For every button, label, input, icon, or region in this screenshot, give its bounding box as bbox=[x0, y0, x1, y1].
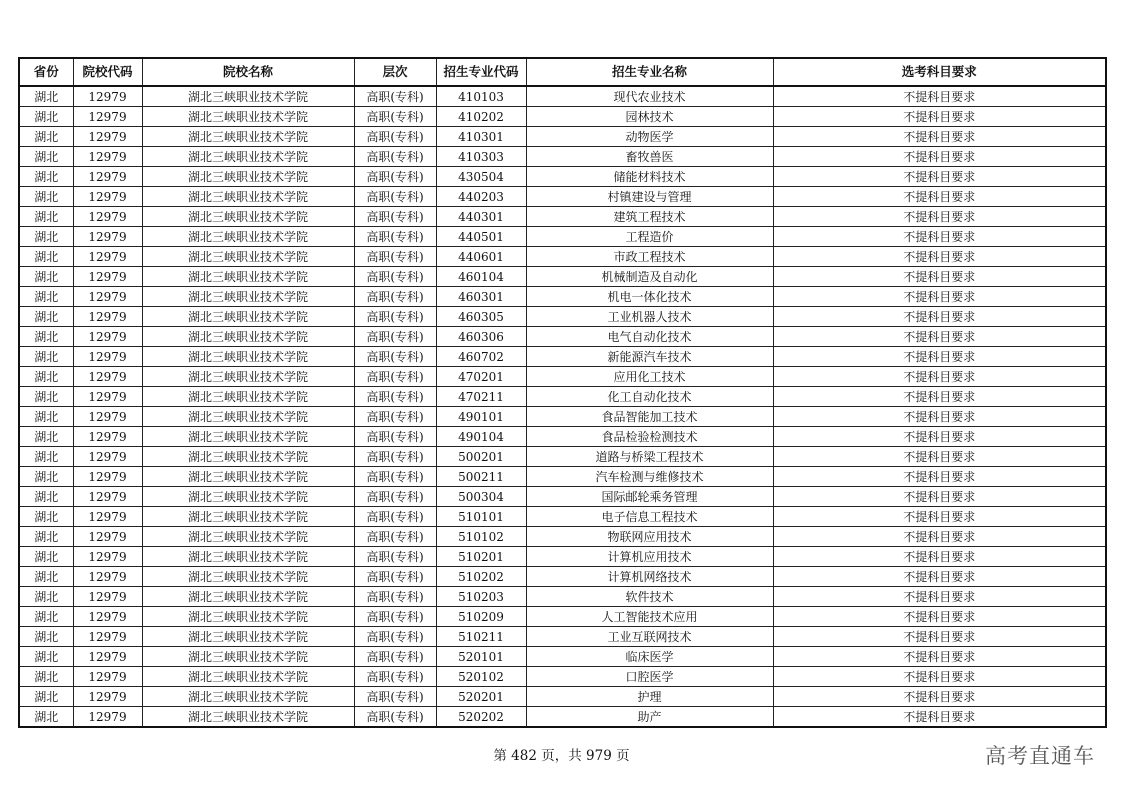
cell-school-name: 湖北三峡职业技术学院 bbox=[142, 587, 354, 607]
cell-level: 高职(专科) bbox=[354, 127, 436, 147]
cell-major-code: 510203 bbox=[436, 587, 526, 607]
cell-major-code: 430504 bbox=[436, 167, 526, 187]
cell-subject-requirement: 不提科目要求 bbox=[773, 147, 1106, 167]
cell-province: 湖北 bbox=[19, 207, 73, 227]
cell-level: 高职(专科) bbox=[354, 447, 436, 467]
cell-province: 湖北 bbox=[19, 307, 73, 327]
cell-province: 湖北 bbox=[19, 467, 73, 487]
cell-subject-requirement: 不提科目要求 bbox=[773, 527, 1106, 547]
cell-subject-requirement: 不提科目要求 bbox=[773, 307, 1106, 327]
cell-subject-requirement: 不提科目要求 bbox=[773, 127, 1106, 147]
cell-school-code: 12979 bbox=[73, 587, 142, 607]
cell-major-name: 食品智能加工技术 bbox=[526, 407, 773, 427]
cell-level: 高职(专科) bbox=[354, 287, 436, 307]
table-row bbox=[19, 86, 1106, 107]
cell-school-code: 12979 bbox=[73, 427, 142, 447]
cell-major-code: 410202 bbox=[436, 107, 526, 127]
cell-school-code: 12979 bbox=[73, 547, 142, 567]
table-row bbox=[19, 567, 1106, 587]
table-row bbox=[19, 507, 1106, 527]
cell-subject-requirement: 不提科目要求 bbox=[773, 227, 1106, 247]
cell-major-name: 工业机器人技术 bbox=[526, 307, 773, 327]
cell-school-name: 湖北三峡职业技术学院 bbox=[142, 267, 354, 287]
table-row bbox=[19, 227, 1106, 247]
cell-major-code: 410103 bbox=[436, 86, 526, 107]
page-number: 第 482 页，共 979 页 bbox=[493, 748, 630, 764]
cell-school-code: 12979 bbox=[73, 187, 142, 207]
cell-major-name: 园林技术 bbox=[526, 107, 773, 127]
cell-school-code: 12979 bbox=[73, 687, 142, 707]
cell-major-name: 应用化工技术 bbox=[526, 367, 773, 387]
cell-major-name: 国际邮轮乘务管理 bbox=[526, 487, 773, 507]
cell-province: 湖北 bbox=[19, 147, 73, 167]
cell-level: 高职(专科) bbox=[354, 347, 436, 367]
cell-school-code: 12979 bbox=[73, 247, 142, 267]
cell-major-code: 440601 bbox=[436, 247, 526, 267]
cell-school-code: 12979 bbox=[73, 267, 142, 287]
cell-subject-requirement: 不提科目要求 bbox=[773, 567, 1106, 587]
cell-school-code: 12979 bbox=[73, 607, 142, 627]
cell-level: 高职(专科) bbox=[354, 587, 436, 607]
cell-major-code: 440501 bbox=[436, 227, 526, 247]
cell-school-name: 湖北三峡职业技术学院 bbox=[142, 207, 354, 227]
cell-province: 湖北 bbox=[19, 227, 73, 247]
cell-subject-requirement: 不提科目要求 bbox=[773, 207, 1106, 227]
table-row bbox=[19, 307, 1106, 327]
header-school-name: 院校名称 bbox=[142, 58, 354, 86]
cell-major-code: 470201 bbox=[436, 367, 526, 387]
cell-level: 高职(专科) bbox=[354, 327, 436, 347]
cell-subject-requirement: 不提科目要求 bbox=[773, 86, 1106, 107]
cell-province: 湖北 bbox=[19, 707, 73, 728]
cell-school-name: 湖北三峡职业技术学院 bbox=[142, 307, 354, 327]
cell-major-name: 口腔医学 bbox=[526, 667, 773, 687]
table-row bbox=[19, 667, 1106, 687]
cell-major-code: 490104 bbox=[436, 427, 526, 447]
cell-major-name: 市政工程技术 bbox=[526, 247, 773, 267]
cell-subject-requirement: 不提科目要求 bbox=[773, 547, 1106, 567]
cell-province: 湖北 bbox=[19, 327, 73, 347]
cell-school-code: 12979 bbox=[73, 127, 142, 147]
cell-level: 高职(专科) bbox=[354, 427, 436, 447]
cell-level: 高职(专科) bbox=[354, 147, 436, 167]
cell-school-code: 12979 bbox=[73, 447, 142, 467]
cell-major-name: 畜牧兽医 bbox=[526, 147, 773, 167]
cell-major-name: 道路与桥梁工程技术 bbox=[526, 447, 773, 467]
cell-subject-requirement: 不提科目要求 bbox=[773, 107, 1106, 127]
cell-subject-requirement: 不提科目要求 bbox=[773, 427, 1106, 447]
table-row bbox=[19, 207, 1106, 227]
cell-major-name: 食品检验检测技术 bbox=[526, 427, 773, 447]
cell-major-name: 护理 bbox=[526, 687, 773, 707]
cell-subject-requirement: 不提科目要求 bbox=[773, 367, 1106, 387]
cell-subject-requirement: 不提科目要求 bbox=[773, 587, 1106, 607]
cell-major-code: 520201 bbox=[436, 687, 526, 707]
cell-major-name: 机电一体化技术 bbox=[526, 287, 773, 307]
table-row bbox=[19, 587, 1106, 607]
cell-school-code: 12979 bbox=[73, 407, 142, 427]
cell-school-code: 12979 bbox=[73, 287, 142, 307]
cell-major-name: 机械制造及自动化 bbox=[526, 267, 773, 287]
table-row bbox=[19, 647, 1106, 667]
cell-school-name: 湖北三峡职业技术学院 bbox=[142, 467, 354, 487]
cell-subject-requirement: 不提科目要求 bbox=[773, 687, 1106, 707]
cell-level: 高职(专科) bbox=[354, 547, 436, 567]
table-row bbox=[19, 267, 1106, 287]
cell-province: 湖北 bbox=[19, 187, 73, 207]
cell-level: 高职(专科) bbox=[354, 667, 436, 687]
cell-school-code: 12979 bbox=[73, 147, 142, 167]
cell-province: 湖北 bbox=[19, 547, 73, 567]
cell-school-name: 湖北三峡职业技术学院 bbox=[142, 627, 354, 647]
cell-major-name: 临床医学 bbox=[526, 647, 773, 667]
cell-school-code: 12979 bbox=[73, 327, 142, 347]
cell-school-name: 湖北三峡职业技术学院 bbox=[142, 367, 354, 387]
header-level: 层次 bbox=[354, 58, 436, 86]
cell-major-name: 动物医学 bbox=[526, 127, 773, 147]
cell-level: 高职(专科) bbox=[354, 227, 436, 247]
cell-school-name: 湖北三峡职业技术学院 bbox=[142, 707, 354, 728]
cell-school-name: 湖北三峡职业技术学院 bbox=[142, 107, 354, 127]
cell-level: 高职(专科) bbox=[354, 247, 436, 267]
cell-subject-requirement: 不提科目要求 bbox=[773, 607, 1106, 627]
cell-major-code: 510209 bbox=[436, 607, 526, 627]
cell-major-code: 410303 bbox=[436, 147, 526, 167]
table-row bbox=[19, 107, 1106, 127]
cell-province: 湖北 bbox=[19, 567, 73, 587]
cell-level: 高职(专科) bbox=[354, 567, 436, 587]
table-row bbox=[19, 147, 1106, 167]
header-major-code: 招生专业代码 bbox=[436, 58, 526, 86]
cell-major-code: 500211 bbox=[436, 467, 526, 487]
table-row bbox=[19, 247, 1106, 267]
header-subject-requirement: 选考科目要求 bbox=[773, 58, 1106, 86]
cell-subject-requirement: 不提科目要求 bbox=[773, 467, 1106, 487]
cell-subject-requirement: 不提科目要求 bbox=[773, 187, 1106, 207]
cell-school-code: 12979 bbox=[73, 367, 142, 387]
table-row bbox=[19, 287, 1106, 307]
cell-major-name: 计算机应用技术 bbox=[526, 547, 773, 567]
cell-school-name: 湖北三峡职业技术学院 bbox=[142, 667, 354, 687]
cell-major-code: 460104 bbox=[436, 267, 526, 287]
cell-subject-requirement: 不提科目要求 bbox=[773, 407, 1106, 427]
cell-level: 高职(专科) bbox=[354, 527, 436, 547]
cell-school-name: 湖北三峡职业技术学院 bbox=[142, 567, 354, 587]
cell-level: 高职(专科) bbox=[354, 307, 436, 327]
cell-major-name: 物联网应用技术 bbox=[526, 527, 773, 547]
cell-major-code: 460305 bbox=[436, 307, 526, 327]
cell-province: 湖北 bbox=[19, 247, 73, 267]
cell-school-name: 湖北三峡职业技术学院 bbox=[142, 407, 354, 427]
cell-school-name: 湖北三峡职业技术学院 bbox=[142, 327, 354, 347]
table-row bbox=[19, 467, 1106, 487]
header-major-name: 招生专业名称 bbox=[526, 58, 773, 86]
cell-level: 高职(专科) bbox=[354, 207, 436, 227]
cell-level: 高职(专科) bbox=[354, 367, 436, 387]
table-row bbox=[19, 327, 1106, 347]
cell-major-name: 电子信息工程技术 bbox=[526, 507, 773, 527]
table-row bbox=[19, 447, 1106, 467]
cell-province: 湖北 bbox=[19, 427, 73, 447]
cell-major-code: 500304 bbox=[436, 487, 526, 507]
table-row bbox=[19, 407, 1106, 427]
table-row bbox=[19, 347, 1106, 367]
cell-school-name: 湖北三峡职业技术学院 bbox=[142, 427, 354, 447]
cell-major-name: 电气自动化技术 bbox=[526, 327, 773, 347]
cell-subject-requirement: 不提科目要求 bbox=[773, 667, 1106, 687]
cell-school-code: 12979 bbox=[73, 86, 142, 107]
table-row bbox=[19, 127, 1106, 147]
cell-level: 高职(专科) bbox=[354, 267, 436, 287]
cell-level: 高职(专科) bbox=[354, 407, 436, 427]
table-row bbox=[19, 487, 1106, 507]
cell-subject-requirement: 不提科目要求 bbox=[773, 707, 1106, 728]
cell-province: 湖北 bbox=[19, 607, 73, 627]
cell-school-code: 12979 bbox=[73, 167, 142, 187]
cell-major-name: 化工自动化技术 bbox=[526, 387, 773, 407]
cell-province: 湖北 bbox=[19, 647, 73, 667]
cell-major-name: 软件技术 bbox=[526, 587, 773, 607]
cell-level: 高职(专科) bbox=[354, 487, 436, 507]
cell-major-code: 460702 bbox=[436, 347, 526, 367]
cell-school-code: 12979 bbox=[73, 307, 142, 327]
cell-school-code: 12979 bbox=[73, 487, 142, 507]
cell-province: 湖北 bbox=[19, 447, 73, 467]
cell-school-name: 湖北三峡职业技术学院 bbox=[142, 167, 354, 187]
cell-major-name: 现代农业技术 bbox=[526, 86, 773, 107]
cell-province: 湖北 bbox=[19, 367, 73, 387]
cell-province: 湖北 bbox=[19, 527, 73, 547]
cell-province: 湖北 bbox=[19, 507, 73, 527]
cell-level: 高职(专科) bbox=[354, 627, 436, 647]
cell-major-code: 440203 bbox=[436, 187, 526, 207]
cell-subject-requirement: 不提科目要求 bbox=[773, 387, 1106, 407]
cell-school-code: 12979 bbox=[73, 227, 142, 247]
cell-school-name: 湖北三峡职业技术学院 bbox=[142, 387, 354, 407]
table-row bbox=[19, 607, 1106, 627]
cell-province: 湖北 bbox=[19, 287, 73, 307]
table-row bbox=[19, 527, 1106, 547]
cell-level: 高职(专科) bbox=[354, 167, 436, 187]
cell-major-name: 建筑工程技术 bbox=[526, 207, 773, 227]
cell-major-code: 500201 bbox=[436, 447, 526, 467]
cell-major-name: 人工智能技术应用 bbox=[526, 607, 773, 627]
cell-school-name: 湖北三峡职业技术学院 bbox=[142, 187, 354, 207]
cell-subject-requirement: 不提科目要求 bbox=[773, 487, 1106, 507]
cell-school-code: 12979 bbox=[73, 667, 142, 687]
cell-major-name: 助产 bbox=[526, 707, 773, 728]
cell-school-code: 12979 bbox=[73, 107, 142, 127]
cell-school-code: 12979 bbox=[73, 207, 142, 227]
cell-school-name: 湖北三峡职业技术学院 bbox=[142, 227, 354, 247]
cell-major-code: 520202 bbox=[436, 707, 526, 728]
cell-province: 湖北 bbox=[19, 667, 73, 687]
cell-school-name: 湖北三峡职业技术学院 bbox=[142, 547, 354, 567]
cell-level: 高职(专科) bbox=[354, 607, 436, 627]
cell-major-name: 工业互联网技术 bbox=[526, 627, 773, 647]
cell-school-name: 湖北三峡职业技术学院 bbox=[142, 147, 354, 167]
cell-major-code: 510201 bbox=[436, 547, 526, 567]
watermark-logo-text: 高考直通车 bbox=[985, 744, 1095, 768]
table-row bbox=[19, 627, 1106, 647]
cell-major-code: 520102 bbox=[436, 667, 526, 687]
cell-subject-requirement: 不提科目要求 bbox=[773, 647, 1106, 667]
cell-major-code: 470211 bbox=[436, 387, 526, 407]
cell-school-name: 湖北三峡职业技术学院 bbox=[142, 287, 354, 307]
table-row bbox=[19, 187, 1106, 207]
cell-school-code: 12979 bbox=[73, 627, 142, 647]
table-row bbox=[19, 167, 1106, 187]
cell-major-name: 村镇建设与管理 bbox=[526, 187, 773, 207]
cell-school-name: 湖北三峡职业技术学院 bbox=[142, 487, 354, 507]
cell-major-code: 510101 bbox=[436, 507, 526, 527]
cell-subject-requirement: 不提科目要求 bbox=[773, 507, 1106, 527]
cell-province: 湖北 bbox=[19, 487, 73, 507]
cell-province: 湖北 bbox=[19, 407, 73, 427]
cell-province: 湖北 bbox=[19, 587, 73, 607]
cell-school-name: 湖北三峡职业技术学院 bbox=[142, 127, 354, 147]
cell-major-code: 490101 bbox=[436, 407, 526, 427]
cell-major-code: 440301 bbox=[436, 207, 526, 227]
cell-school-name: 湖北三峡职业技术学院 bbox=[142, 607, 354, 627]
cell-school-name: 湖北三峡职业技术学院 bbox=[142, 507, 354, 527]
cell-school-name: 湖北三峡职业技术学院 bbox=[142, 447, 354, 467]
cell-major-name: 计算机网络技术 bbox=[526, 567, 773, 587]
table-row bbox=[19, 427, 1106, 447]
cell-major-name: 汽车检测与维修技术 bbox=[526, 467, 773, 487]
cell-province: 湖北 bbox=[19, 267, 73, 287]
cell-school-code: 12979 bbox=[73, 647, 142, 667]
cell-school-code: 12979 bbox=[73, 507, 142, 527]
cell-subject-requirement: 不提科目要求 bbox=[773, 287, 1106, 307]
cell-level: 高职(专科) bbox=[354, 467, 436, 487]
table-row bbox=[19, 547, 1106, 567]
cell-province: 湖北 bbox=[19, 627, 73, 647]
cell-subject-requirement: 不提科目要求 bbox=[773, 347, 1106, 367]
cell-level: 高职(专科) bbox=[354, 387, 436, 407]
cell-school-code: 12979 bbox=[73, 467, 142, 487]
cell-school-code: 12979 bbox=[73, 567, 142, 587]
table-row bbox=[19, 367, 1106, 387]
cell-major-name: 新能源汽车技术 bbox=[526, 347, 773, 367]
cell-province: 湖北 bbox=[19, 687, 73, 707]
cell-major-name: 工程造价 bbox=[526, 227, 773, 247]
cell-school-name: 湖北三峡职业技术学院 bbox=[142, 527, 354, 547]
cell-level: 高职(专科) bbox=[354, 687, 436, 707]
header-school-code: 院校代码 bbox=[73, 58, 142, 86]
table-header-row bbox=[19, 58, 1106, 86]
table-row bbox=[19, 387, 1106, 407]
table-row bbox=[19, 687, 1106, 707]
cell-subject-requirement: 不提科目要求 bbox=[773, 327, 1106, 347]
cell-school-code: 12979 bbox=[73, 707, 142, 728]
cell-level: 高职(专科) bbox=[354, 107, 436, 127]
cell-province: 湖北 bbox=[19, 167, 73, 187]
cell-school-code: 12979 bbox=[73, 527, 142, 547]
cell-level: 高职(专科) bbox=[354, 647, 436, 667]
cell-major-code: 510211 bbox=[436, 627, 526, 647]
cell-subject-requirement: 不提科目要求 bbox=[773, 447, 1106, 467]
cell-major-name: 储能材料技术 bbox=[526, 167, 773, 187]
cell-school-code: 12979 bbox=[73, 387, 142, 407]
cell-province: 湖北 bbox=[19, 387, 73, 407]
cell-province: 湖北 bbox=[19, 107, 73, 127]
cell-major-code: 520101 bbox=[436, 647, 526, 667]
cell-school-name: 湖北三峡职业技术学院 bbox=[142, 647, 354, 667]
cell-school-name: 湖北三峡职业技术学院 bbox=[142, 86, 354, 107]
cell-level: 高职(专科) bbox=[354, 507, 436, 527]
cell-province: 湖北 bbox=[19, 127, 73, 147]
cell-school-code: 12979 bbox=[73, 347, 142, 367]
admissions-table bbox=[18, 57, 1107, 728]
cell-major-code: 460301 bbox=[436, 287, 526, 307]
cell-province: 湖北 bbox=[19, 86, 73, 107]
cell-province: 湖北 bbox=[19, 347, 73, 367]
cell-subject-requirement: 不提科目要求 bbox=[773, 627, 1106, 647]
cell-level: 高职(专科) bbox=[354, 86, 436, 107]
cell-major-code: 510202 bbox=[436, 567, 526, 587]
cell-school-name: 湖北三峡职业技术学院 bbox=[142, 347, 354, 367]
cell-level: 高职(专科) bbox=[354, 187, 436, 207]
table-row bbox=[19, 707, 1106, 728]
cell-major-code: 410301 bbox=[436, 127, 526, 147]
header-province: 省份 bbox=[19, 58, 73, 86]
cell-major-code: 510102 bbox=[436, 527, 526, 547]
cell-subject-requirement: 不提科目要求 bbox=[773, 267, 1106, 287]
cell-subject-requirement: 不提科目要求 bbox=[773, 247, 1106, 267]
cell-subject-requirement: 不提科目要求 bbox=[773, 167, 1106, 187]
cell-level: 高职(专科) bbox=[354, 707, 436, 728]
cell-school-name: 湖北三峡职业技术学院 bbox=[142, 247, 354, 267]
cell-school-name: 湖北三峡职业技术学院 bbox=[142, 687, 354, 707]
cell-major-code: 460306 bbox=[436, 327, 526, 347]
